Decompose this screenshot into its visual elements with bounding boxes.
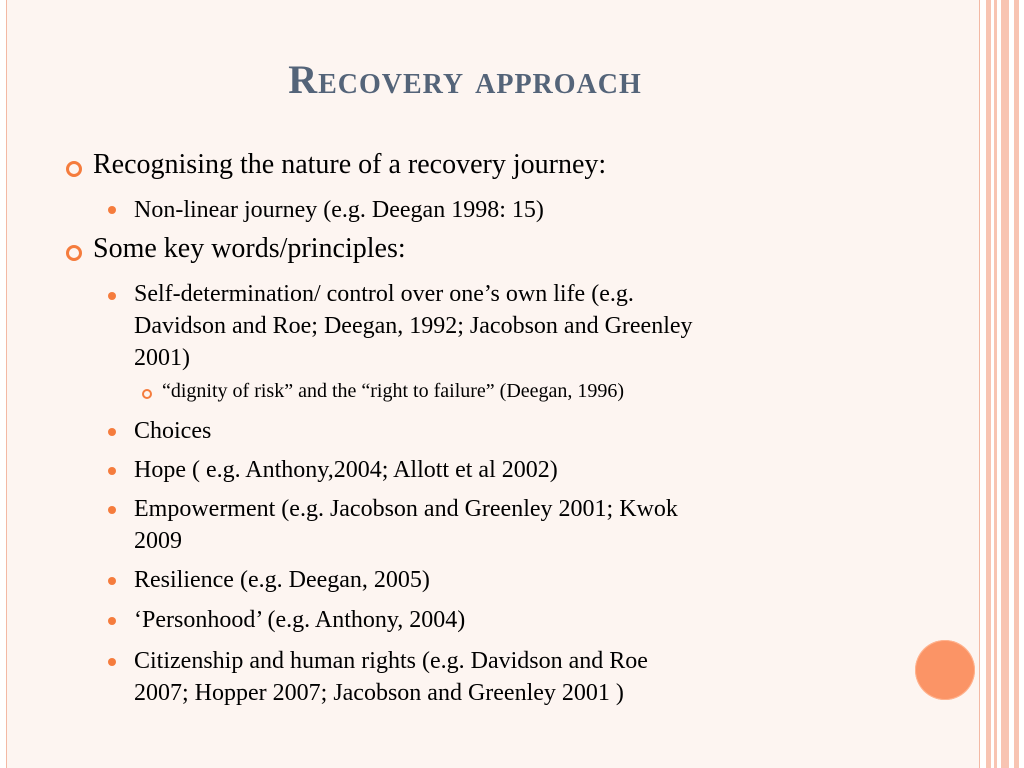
bullet-small-ring-icon xyxy=(142,389,152,399)
bullet-text-level2: Non-linear journey (e.g. Deegan 1998: 15) xyxy=(134,197,544,223)
bullet-text-level1: Recognising the nature of a recovery journey: xyxy=(93,149,607,180)
bullet-text-continuation: 2007; Hopper 2007; Jacobson and Greenley 2001 ) xyxy=(134,680,624,706)
bullet-dot-icon xyxy=(108,292,116,300)
bullet-ring-icon xyxy=(66,161,82,177)
bullet-text-level2: Resilience (e.g. Deegan, 2005) xyxy=(134,567,430,593)
bullet-text-level2: ‘Personhood’ (e.g. Anthony, 2004) xyxy=(134,607,466,633)
bullet-text-continuation: 2009 xyxy=(134,528,182,554)
bullet-text-continuation: Davidson and Roe; Deegan, 1992; Jacobson and Greenley xyxy=(134,313,693,339)
bullet-text-level1: Some key words/principles: xyxy=(93,233,406,264)
bullet-dot-icon xyxy=(108,577,116,585)
bullet-text-level2: Empowerment (e.g. Jacobson and Greenley 2001; Kwok xyxy=(134,496,678,522)
bullet-ring-icon xyxy=(66,245,82,261)
bullet-text-level2: Choices xyxy=(134,418,212,444)
bullet-text-continuation: 2001) xyxy=(134,345,190,371)
bullet-text-level2: Hope ( e.g. Anthony,2004; Allott et al 2002) xyxy=(134,457,558,483)
bullet-text-level2: Citizenship and human rights (e.g. Davidson and Roe xyxy=(134,648,648,674)
slide-title: Recovery approach xyxy=(288,57,642,102)
bullet-dot-icon xyxy=(108,617,116,625)
decorative-stripe xyxy=(994,0,997,768)
decorative-stripe xyxy=(1014,0,1019,768)
decorative-stripe xyxy=(986,0,991,768)
bullet-dot-icon xyxy=(108,428,116,436)
bullet-text-level2: Self-determination/ control over one’s own life (e.g. xyxy=(134,281,634,307)
bullet-dot-icon xyxy=(108,467,116,475)
bullet-dot-icon xyxy=(108,506,116,514)
decorative-stripe xyxy=(1001,0,1009,768)
bullet-dot-icon xyxy=(108,658,116,666)
bullet-dot-icon xyxy=(108,206,116,214)
bullet-text-level3: “dignity of risk” and the “right to failure” (Deegan, 1996) xyxy=(162,380,625,402)
